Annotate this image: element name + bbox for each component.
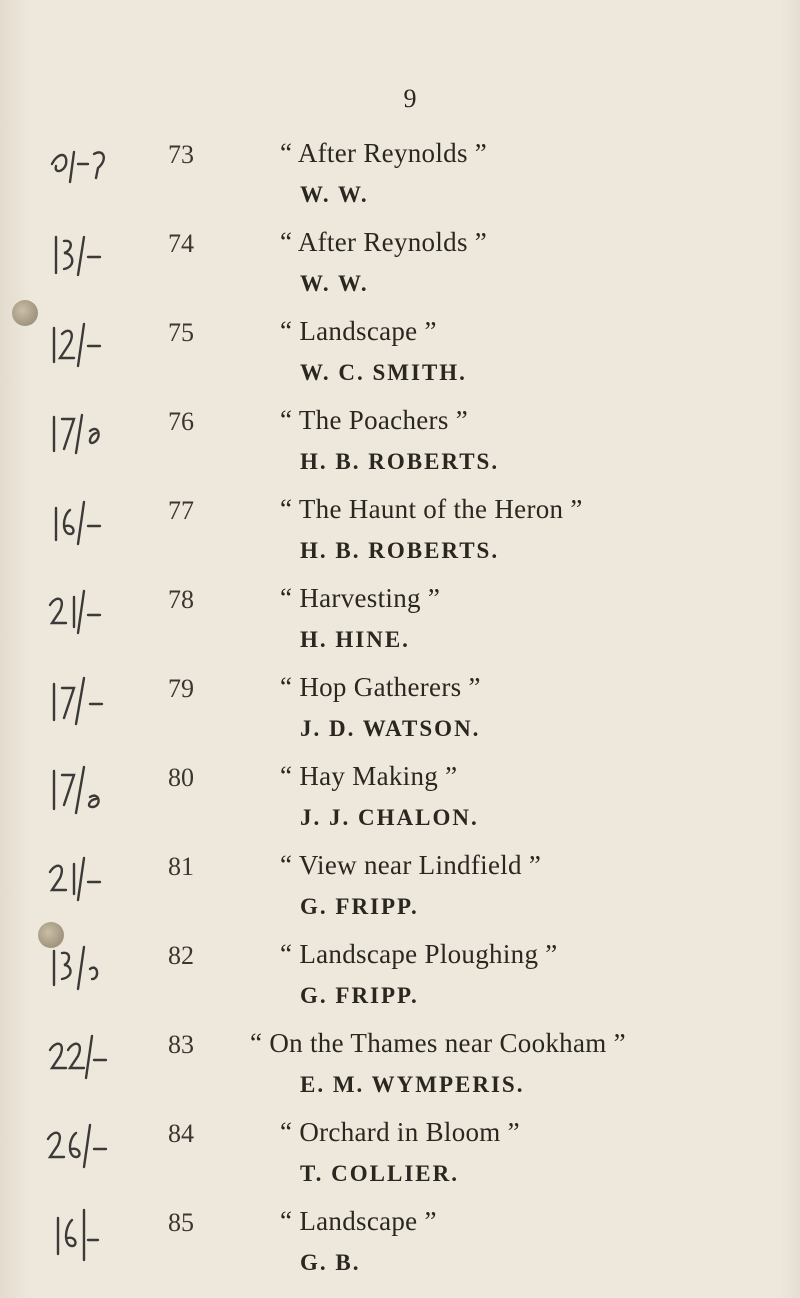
list-item [0, 494, 800, 584]
artist-name: W. W. [300, 271, 369, 296]
artist-name: J. J. CHALON. [300, 805, 479, 830]
artwork-title: “ On the Thames near Cookham ” [250, 1028, 626, 1058]
artist-name: G. FRIPP. [300, 983, 419, 1008]
list-item [0, 138, 800, 228]
artwork-title: “ Landscape Ploughing ” [280, 939, 558, 969]
lot-number: 76 [168, 407, 194, 436]
artwork-title: “ After Reynolds ” [280, 227, 488, 257]
handwritten-price-note [44, 223, 132, 283]
artwork-title: “ Harvesting ” [280, 583, 441, 613]
list-item [0, 672, 800, 762]
list-item [0, 1028, 800, 1118]
page-number: 9 [403, 84, 417, 113]
lot-number: 80 [168, 763, 194, 792]
lot-number: 75 [168, 318, 194, 347]
artist-name: H. B. ROBERTS. [300, 449, 500, 474]
handwritten-price-note [44, 1024, 132, 1084]
lot-number: 83 [168, 1030, 194, 1059]
list-item [0, 316, 800, 406]
artist-name: H. HINE. [300, 627, 410, 652]
artist-name: W. C. SMITH. [300, 360, 467, 385]
artwork-title: “ Landscape ” [280, 1206, 437, 1236]
artwork-title: “ View near Lindfield ” [280, 850, 542, 880]
list-item [0, 939, 800, 1029]
handwritten-price-note [44, 579, 132, 639]
lot-number: 77 [168, 496, 194, 525]
handwritten-price-note [44, 935, 132, 995]
lot-number: 73 [168, 140, 194, 169]
handwritten-price-note [44, 846, 132, 906]
lot-number: 84 [168, 1119, 194, 1148]
lot-number: 81 [168, 852, 194, 881]
lot-number: 82 [168, 941, 194, 970]
list-item [0, 405, 800, 495]
artwork-title: “ Landscape ” [280, 316, 437, 346]
artist-name: G. B. [300, 1250, 361, 1275]
list-item [0, 583, 800, 673]
artist-name: W. W. [300, 182, 369, 207]
lot-number: 74 [168, 229, 194, 258]
artist-name: J. D. WATSON. [300, 716, 481, 741]
handwritten-price-note [44, 401, 132, 461]
list-item [0, 1117, 800, 1207]
list-item [0, 1206, 800, 1296]
artwork-title: “ The Poachers ” [280, 405, 468, 435]
artwork-title: “ Hay Making ” [280, 761, 458, 791]
lot-number: 78 [168, 585, 194, 614]
artist-name: H. B. ROBERTS. [300, 538, 500, 563]
handwritten-price-note [44, 134, 132, 194]
artist-name: G. FRIPP. [300, 894, 419, 919]
artwork-title: “ The Haunt of the Heron ” [280, 494, 583, 524]
handwritten-price-note [44, 1202, 132, 1262]
handwritten-price-note [44, 668, 132, 728]
artist-name: E. M. WYMPERIS. [300, 1072, 525, 1097]
list-item [0, 227, 800, 317]
handwritten-price-note [44, 490, 132, 550]
artwork-title: “ Orchard in Bloom ” [280, 1117, 520, 1147]
lot-number: 85 [168, 1208, 194, 1237]
list-item [0, 850, 800, 940]
lot-number: 79 [168, 674, 194, 703]
artist-name: T. COLLIER. [300, 1161, 459, 1186]
list-item [0, 761, 800, 851]
handwritten-price-note [44, 312, 132, 372]
handwritten-price-note [44, 1113, 132, 1173]
artwork-title: “ After Reynolds ” [280, 138, 488, 168]
handwritten-price-note [44, 757, 132, 817]
artwork-title: “ Hop Gatherers ” [280, 672, 481, 702]
